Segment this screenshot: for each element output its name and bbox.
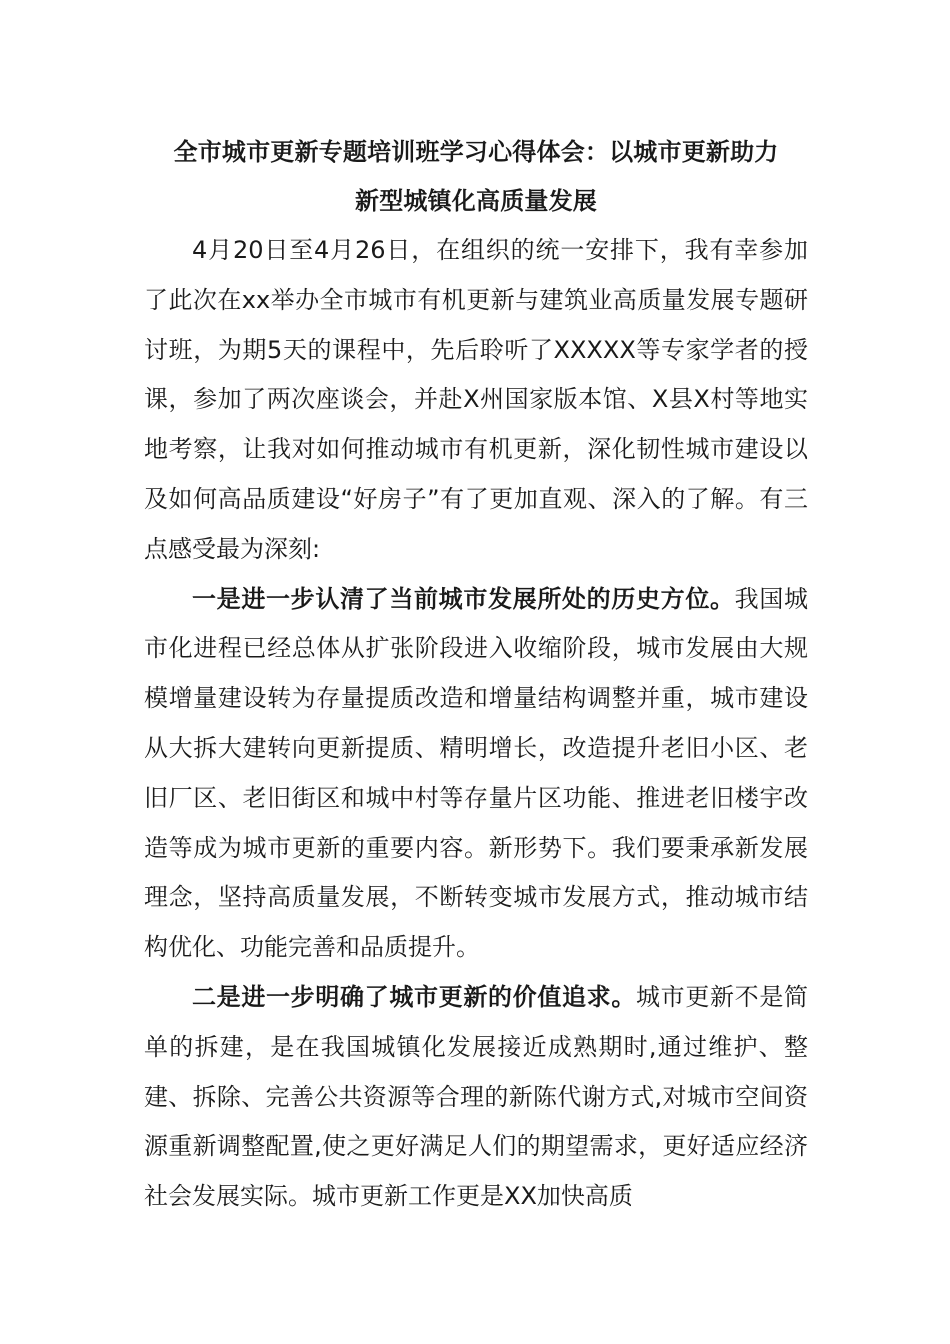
paragraph-intro [144,226,808,575]
paragraph-point-1 [144,575,808,973]
paragraph-lead: 一是进一步认清了当前城市发展所处的历史方位。 [192,584,735,613]
document-title [144,128,808,226]
title-line-2: 新型城镇化高质量发展 [355,187,597,215]
paragraph-lead: 二是进一步明确了城市更新的价值追求。 [192,982,636,1011]
paragraph-text: 4月20日至4月26日，在组织的统一安排下，我有幸参加了此次在xx举办全市城市有机更新与建筑业高质量发展专题研讨班，为期5天的课程中，先后聆听了XXXXX等专家学者的授课，参加了两次座谈会，并赴X州国家版本馆、X县X村等地实地考察，让我对如何推动城市有机更新，深化韧性城市建设以及如何高品质建设“好房子”有了更加直观、深入的了解。有三点感受最为深刻: [144,236,808,563]
paragraph-point-2 [144,973,808,1222]
paragraph-text: 我国城市化进程已经总体从扩张阶段进入收缩阶段，城市发展由大规模增量建设转为存量提质改造和增量结构调整并重，城市建设从大拆大建转向更新提质、精明增长，改造提升老旧小区、老旧厂区、老旧街区和城中村等存量片区功能、推进老旧楼宇改造等成为城市更新的重要内容。新形势下。我们要秉承新发展理念，坚持高质量发展，不断转变城市发展方式，推动城市结构优化、功能完善和品质提升。 [144,584,809,962]
document-page [144,128,808,1222]
paragraph-text: 城市更新不是简单的拆建，是在我国城镇化发展接近成熟期时,通过维护、整建、拆除、完善公共资源等合理的新陈代谢方式,对城市空间资源重新调整配置,使之更好满足人们的期望需求，更好适应经济社会发展实际。城市更新工作更是XX加快高质 [144,982,808,1211]
title-line-1: 全市城市更新专题培训班学习心得体会：以城市更新助力 [173,138,779,166]
